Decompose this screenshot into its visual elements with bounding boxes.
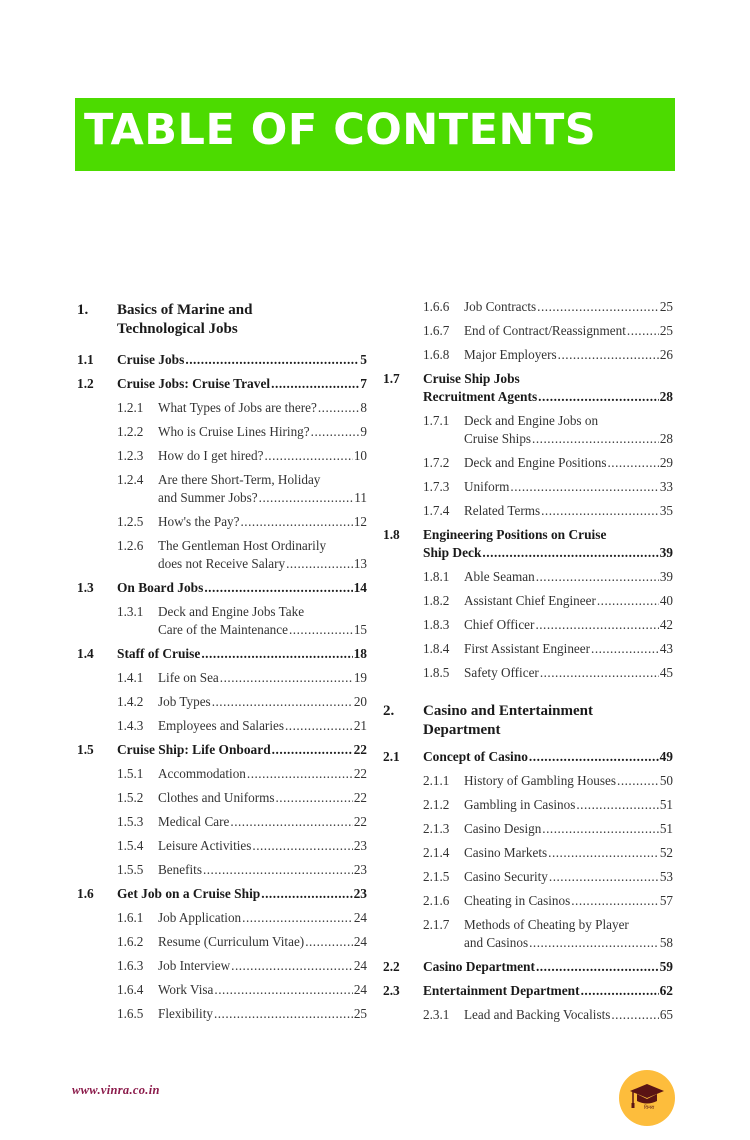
toc-entry-number: 2.1.6 [423, 893, 450, 908]
dot-leader [529, 934, 659, 952]
toc-entry-number: 1.1 [77, 352, 94, 367]
toc-entry-number: 1.5 [77, 742, 94, 757]
toc-entry-number: 1.3 [77, 580, 94, 595]
toc-entry-number: 1.4.2 [117, 694, 144, 709]
toc-page-number: 49 [659, 749, 673, 764]
dot-leader [535, 616, 658, 634]
toc-page-number: 29 [659, 455, 673, 470]
toc-entry-body [464, 592, 673, 610]
toc-entry-title: Employees and Salaries [158, 718, 284, 733]
dot-leader [214, 981, 352, 999]
toc-page-number: 39 [659, 545, 673, 560]
toc-entry-title: Get Job on a Cruise Ship [117, 886, 261, 901]
toc-entry-title: Cruise Jobs [117, 352, 185, 367]
toc-page-number: 59 [659, 959, 673, 974]
toc-entry-number: 2.1 [383, 749, 400, 764]
toc-page-number: 23 [353, 838, 367, 853]
toc-page-number: 25 [659, 299, 673, 314]
toc-entry-title: Cruise Jobs: Cruise Travel [117, 376, 271, 391]
toc-entry-title: Basics of Marine and [117, 302, 253, 318]
toc-entry-body [464, 298, 673, 316]
toc-entry-body [464, 454, 673, 472]
toc-entry-body [117, 375, 367, 393]
toc-page-number: 58 [659, 935, 673, 950]
dot-leader [286, 555, 353, 573]
toc-page-number: 42 [659, 617, 673, 632]
toc-page-number: 5 [360, 352, 367, 367]
toc-entry-number: 1.5.4 [117, 838, 144, 853]
dot-leader [203, 861, 353, 879]
toc-entry-body [423, 370, 673, 406]
toc-entry-number: 2. [383, 703, 395, 719]
toc-entry-title: Casino Design [464, 821, 542, 836]
toc-entry-body [158, 447, 367, 465]
toc-entry-title: Chief Officer [464, 617, 535, 632]
dot-leader [510, 478, 658, 496]
toc-page-number: 15 [353, 622, 367, 637]
dot-leader [581, 982, 659, 1000]
toc-entry-number: 1.8.3 [423, 617, 450, 632]
toc-entry-title: Technological Jobs [117, 321, 238, 337]
toc-entry-body [158, 837, 367, 855]
toc-page-number: 23 [353, 862, 367, 877]
toc-page-number: 43 [659, 641, 673, 656]
toc-page-number: 12 [353, 514, 367, 529]
dot-leader [204, 579, 352, 597]
dot-leader [185, 351, 359, 369]
toc-page-number: 39 [659, 569, 673, 584]
dot-leader [318, 399, 360, 417]
toc-entry-number: 2.1.5 [423, 869, 450, 884]
toc-page-number: 28 [659, 389, 673, 404]
dot-leader [201, 645, 352, 663]
dot-leader [558, 346, 659, 364]
toc-entry-title: Leisure Activities [158, 838, 252, 853]
dot-leader [536, 958, 659, 976]
toc-entry-number: 1.5.3 [117, 814, 144, 829]
logo-caption: विनरा [644, 1105, 655, 1111]
toc-entry-number: 1.2.2 [117, 424, 144, 439]
toc-page-number: 24 [353, 934, 367, 949]
toc-page-number: 22 [353, 766, 367, 781]
toc-page-number: 52 [659, 845, 673, 860]
toc-entry-title: Related Terms [464, 503, 541, 518]
toc-page-number: 22 [353, 814, 367, 829]
toc-entry-body [464, 772, 673, 790]
toc-page-number: 10 [353, 448, 367, 463]
toc-page-number: 22 [353, 790, 367, 805]
toc-entry-body [158, 693, 367, 711]
toc-entry-number: 1.4.1 [117, 670, 144, 685]
toc-entry-title: Cruise Ship: Life Onboard [117, 742, 271, 757]
toc-entry-title: Concept of Casino [423, 749, 528, 764]
toc-entry-title: The Gentleman Host Ordinarily [158, 538, 327, 553]
toc-entry-title: How's the Pay? [158, 514, 240, 529]
toc-entry-body [423, 982, 673, 1000]
toc-entry-body [464, 868, 673, 886]
dot-leader [289, 621, 353, 639]
toc-page-number: 53 [659, 869, 673, 884]
toc-page-number: 18 [353, 646, 367, 661]
toc-entry-title: Able Seaman [464, 569, 535, 584]
toc-entry-title: Job Types [158, 694, 211, 709]
toc-page-number: 23 [353, 886, 367, 901]
toc-entry-title: Entertainment Department [423, 983, 580, 998]
toc-entry-number: 1.2 [77, 376, 94, 391]
toc-page-number: 35 [659, 503, 673, 518]
dot-leader [230, 813, 352, 831]
toc-page-number: 22 [353, 742, 367, 757]
dot-leader [242, 909, 353, 927]
toc-entry-title: Deck and Engine Jobs Take [158, 604, 305, 619]
toc-entry-title: What Types of Jobs are there? [158, 400, 317, 415]
toc-page-number: 24 [353, 958, 367, 973]
toc-entry-number: 1.5.2 [117, 790, 144, 805]
dot-leader [537, 298, 659, 316]
toc-page-number: 7 [360, 376, 367, 391]
dot-leader [611, 1006, 658, 1024]
toc-entry-title: Who is Cruise Lines Hiring? [158, 424, 310, 439]
toc-entry-number: 1.6.8 [423, 347, 450, 362]
toc-entry-number: 1.4 [77, 646, 94, 661]
dot-leader [576, 796, 658, 814]
toc-page-number: 13 [353, 556, 367, 571]
toc-entry-title: Staff of Cruise [117, 646, 201, 661]
toc-entry-number: 1.7.3 [423, 479, 450, 494]
toc-page-number: 51 [659, 821, 673, 836]
toc-page-number: 40 [659, 593, 673, 608]
dot-leader [247, 765, 353, 783]
dot-leader [275, 789, 352, 807]
toc-entry-number: 1.6.1 [117, 910, 144, 925]
toc-entry-number: 1.6.5 [117, 1006, 144, 1021]
dot-leader [271, 375, 359, 393]
toc-entry-title: Flexibility [158, 1006, 213, 1021]
toc-entry-title: Ship Deck [423, 545, 482, 560]
dot-leader [220, 669, 353, 687]
toc-entry-title: does not Receive Salary [158, 556, 286, 571]
toc-entry-title: Care of the Maintenance [158, 622, 288, 637]
toc-entry-number: 1.2.6 [117, 538, 144, 553]
toc-entry-body [158, 957, 367, 975]
dot-leader [627, 322, 659, 340]
toc-entry-body [423, 958, 673, 976]
dot-leader [549, 868, 659, 886]
toc-entry-body [464, 640, 673, 658]
toc-entry-body [464, 892, 673, 910]
toc-entry-number: 1.2.5 [117, 514, 144, 529]
toc-entry-body [464, 916, 673, 952]
toc-page-number: 11 [354, 490, 367, 505]
toc-entry-title: Casino Department [423, 959, 535, 974]
toc-entry-number: 2.1.4 [423, 845, 450, 860]
toc-entry-number: 1. [77, 302, 89, 318]
toc-entry-title: and Casinos [464, 935, 529, 950]
toc-entry-body [464, 478, 673, 496]
toc-entry-body [158, 537, 367, 573]
toc-entry-title: Work Visa [158, 982, 214, 997]
toc-entry-body [158, 603, 367, 639]
toc-entry-title: Are there Short-Term, Holiday [158, 472, 321, 487]
dot-leader [311, 423, 360, 441]
toc-page-number: 25 [659, 323, 673, 338]
toc-entry-number: 1.7 [383, 371, 400, 386]
dot-leader [571, 892, 659, 910]
toc-entry-body [464, 568, 673, 586]
toc-entry-body [117, 301, 367, 339]
dot-leader [597, 592, 659, 610]
toc-entry-body [158, 765, 367, 783]
toc-entry-body [158, 471, 367, 507]
toc-page-number: 24 [353, 910, 367, 925]
toc-entry-title: End of Contract/Reassignment [464, 323, 626, 338]
page-title: TABLE OF CONTENTS [84, 105, 597, 155]
toc-entry-title: Deck and Engine Positions [464, 455, 607, 470]
toc-entry-body [423, 748, 673, 766]
dot-leader [548, 844, 659, 862]
toc-entry-number: 1.8.5 [423, 665, 450, 680]
toc-entry-body [117, 645, 367, 663]
toc-page-number: 8 [360, 400, 367, 415]
toc-page-number: 45 [659, 665, 673, 680]
toc-left-column [77, 293, 367, 1033]
toc-entry-body [158, 399, 367, 417]
toc-entry-title: Major Employers [464, 347, 557, 362]
dot-leader [536, 568, 659, 586]
toc-entry-body [158, 933, 367, 951]
toc-entry-number: 2.3 [383, 983, 400, 998]
toc-entry-body [464, 412, 673, 448]
toc-entry-title: On Board Jobs [117, 580, 204, 595]
toc-entry-body [464, 1006, 673, 1024]
toc-entry-body [117, 741, 367, 759]
toc-entry-body [158, 423, 367, 441]
toc-entry-number: 1.2.1 [117, 400, 144, 415]
toc-entry-body [464, 346, 673, 364]
toc-entry-title: History of Gambling Houses [464, 773, 617, 788]
toc-entry-title: Gambling in Casinos [464, 797, 576, 812]
toc-entry-number: 1.4.3 [117, 718, 144, 733]
toc-entry-number: 2.1.3 [423, 821, 450, 836]
toc-entry-number: 1.3.1 [117, 604, 144, 619]
toc-entry-number: 2.1.2 [423, 797, 450, 812]
toc-entry-body [158, 813, 367, 831]
toc-entry-number: 1.6.2 [117, 934, 144, 949]
toc-entry-number: 1.8 [383, 527, 400, 542]
toc-entry-body [158, 861, 367, 879]
dot-leader [482, 544, 658, 562]
toc-entry-number: 1.8.1 [423, 569, 450, 584]
toc-entry-title: Job Application [158, 910, 242, 925]
toc-page-number: 20 [353, 694, 367, 709]
toc-entry-title: and Summer Jobs? [158, 490, 258, 505]
toc-entry-number: 1.5.5 [117, 862, 144, 877]
dot-leader [538, 388, 658, 406]
toc-entry-title: Recruitment Agents [423, 389, 538, 404]
dot-leader [241, 513, 353, 531]
toc-page-number: 26 [659, 347, 673, 362]
dot-leader [212, 693, 353, 711]
toc-entry-number: 1.8.4 [423, 641, 450, 656]
toc-entry-body [464, 844, 673, 862]
toc-entry-title: Clothes and Uniforms [158, 790, 275, 805]
toc-entry-title: Cruise Ship Jobs [423, 371, 520, 386]
dot-leader [607, 454, 658, 472]
toc-entry-number: 1.6.6 [423, 299, 450, 314]
toc-entry-number: 2.1.7 [423, 917, 450, 932]
toc-entry-title: Medical Care [158, 814, 230, 829]
toc-page-number: 33 [659, 479, 673, 494]
toc-entry-number: 1.2.4 [117, 472, 144, 487]
dot-leader [591, 640, 659, 658]
dot-leader [305, 933, 353, 951]
toc-entry-title: Benefits [158, 862, 202, 877]
toc-entry-number: 1.6.4 [117, 982, 144, 997]
dot-leader [529, 748, 659, 766]
toc-entry-title: Assistant Chief Engineer [464, 593, 596, 608]
dot-leader [264, 447, 352, 465]
toc-page-number: 19 [353, 670, 367, 685]
toc-entry-body [158, 669, 367, 687]
toc-entry-title: Cruise Ships [464, 431, 532, 446]
toc-page-number: 57 [659, 893, 673, 908]
toc-entry-number: 2.1.1 [423, 773, 450, 788]
toc-entry-number: 1.7.2 [423, 455, 450, 470]
toc-entry-title: Cheating in Casinos [464, 893, 571, 908]
dot-leader [541, 502, 659, 520]
toc-page-number: 62 [659, 983, 673, 998]
toc-entry-title: Department [423, 722, 501, 738]
toc-entry-title: Accommodation [158, 766, 246, 781]
toc-entry-title: Resume (Curriculum Vitae) [158, 934, 305, 949]
dot-leader [259, 489, 354, 507]
toc-right-column [383, 293, 673, 1033]
toc-entry-title: Lead and Backing Vocalists [464, 1007, 611, 1022]
toc-page-number: 65 [659, 1007, 673, 1022]
toc-entry-number: 1.8.2 [423, 593, 450, 608]
toc-entry-body [117, 579, 367, 597]
dot-leader [272, 741, 353, 759]
dot-leader [617, 772, 659, 790]
dot-leader [231, 957, 353, 975]
toc-entry-body [423, 702, 673, 740]
dot-leader [285, 717, 353, 735]
toc-entry-title: Job Interview [158, 958, 231, 973]
toc-entry-body [158, 717, 367, 735]
toc-entry-body [158, 513, 367, 531]
toc-entry-number: 1.5.1 [117, 766, 144, 781]
title-banner [75, 98, 675, 171]
toc-entry-number: 1.6.3 [117, 958, 144, 973]
toc-entry-number: 1.7.4 [423, 503, 450, 518]
toc-entry-body [464, 820, 673, 838]
toc-entry-body [158, 1005, 367, 1023]
toc-page-number: 21 [353, 718, 367, 733]
footer-website-link[interactable]: www.vinra.co.in [72, 1083, 160, 1097]
toc-entry-title: Casino Security [464, 869, 548, 884]
toc-entry-number: 1.2.3 [117, 448, 144, 463]
toc-entry-number: 2.2 [383, 959, 400, 974]
toc-entry-body [158, 789, 367, 807]
toc-entry-title: First Assistant Engineer [464, 641, 591, 656]
toc-entry-number: 1.6.7 [423, 323, 450, 338]
toc-entry-body [117, 351, 367, 369]
dot-leader [542, 820, 659, 838]
toc-entry-number: 1.6 [77, 886, 94, 901]
toc-page-number: 24 [353, 982, 367, 997]
toc-page-number: 28 [659, 431, 673, 446]
dot-leader [261, 885, 352, 903]
toc-entry-body [464, 322, 673, 340]
toc-entry-body [117, 885, 367, 903]
toc-entry-body [464, 796, 673, 814]
toc-page-number: 51 [659, 797, 673, 812]
dot-leader [540, 664, 659, 682]
toc-page-number: 50 [659, 773, 673, 788]
toc-entry-body [158, 981, 367, 999]
toc-entry-title: Casino Markets [464, 845, 548, 860]
toc-entry-title: Uniform [464, 479, 510, 494]
toc-entry-body [464, 616, 673, 634]
toc-entry-title: Engineering Positions on Cruise [423, 527, 607, 542]
dot-leader [532, 430, 659, 448]
dot-leader [214, 1005, 353, 1023]
toc-entry-title: Casino and Entertainment [423, 703, 594, 719]
toc-page-number: 14 [353, 580, 367, 595]
toc-entry-title: Safety Officer [464, 665, 539, 680]
toc-entry-title: How do I get hired? [158, 448, 264, 463]
toc-page-number: 25 [353, 1006, 367, 1021]
toc-entry-body [158, 909, 367, 927]
toc-entry-number: 1.7.1 [423, 413, 450, 428]
toc-entry-body [464, 664, 673, 682]
toc-entry-title: Deck and Engine Jobs on [464, 413, 599, 428]
dot-leader [252, 837, 352, 855]
toc-entry-title: Methods of Cheating by Player [464, 917, 629, 932]
toc-page-number: 9 [360, 424, 367, 439]
toc-entry-title: Job Contracts [464, 299, 537, 314]
publisher-logo [619, 1070, 675, 1126]
toc-entry-title: Life on Sea [158, 670, 219, 685]
toc-entry-body [423, 526, 673, 562]
toc-entry-number: 2.3.1 [423, 1007, 450, 1022]
toc-entry-body [464, 502, 673, 520]
